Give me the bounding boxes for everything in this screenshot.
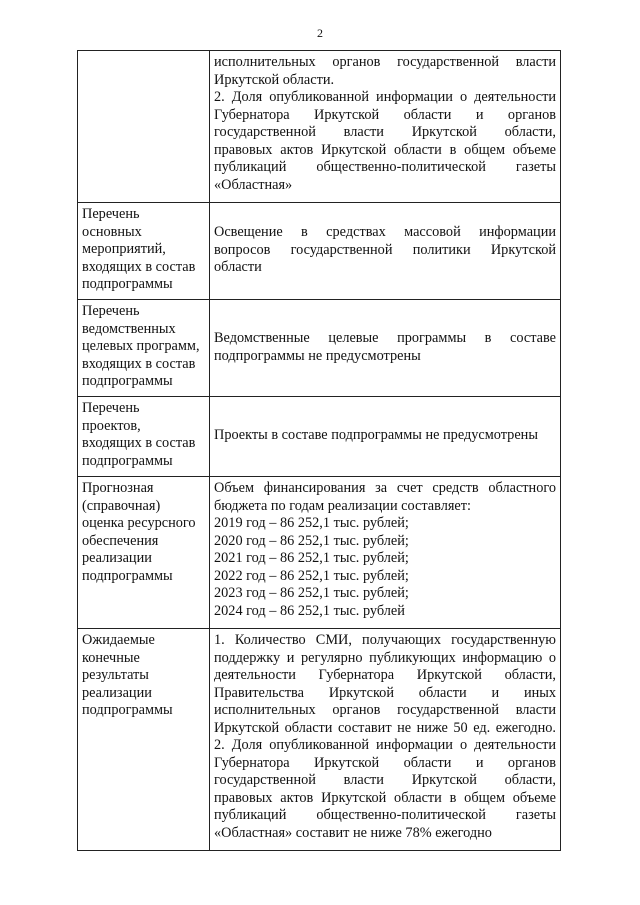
label-line: мероприятий,	[82, 241, 166, 257]
text-line: Иркутской области.	[214, 71, 335, 88]
text-line: 2022 год – 86 252,1 тыс. рублей;	[214, 567, 409, 584]
text-line: «Областная»	[214, 176, 293, 193]
label-line: результаты	[82, 667, 149, 683]
label-line: основных	[82, 223, 142, 240]
label-line: проектов,	[82, 417, 141, 434]
label-line: оценка ресурсного	[82, 515, 196, 531]
text-line: Проекты в составе подпрограммы не предусмотрены	[214, 427, 538, 444]
table-row	[78, 477, 561, 629]
text-line: 2. Доля опубликованной информации о деятельности	[214, 89, 556, 105]
table-row	[78, 300, 561, 397]
row-label	[78, 203, 210, 300]
row-label	[78, 397, 210, 477]
label-line: входящих в состав	[82, 355, 196, 372]
text-line: Объем финансирования за счет средств областного	[214, 480, 556, 496]
label-line: подпрограммы	[82, 452, 173, 469]
text-line: бюджета по годам реализации составляет:	[214, 497, 471, 514]
label-line: ведомственных	[82, 320, 176, 337]
label-line: подпрограммы	[82, 373, 173, 389]
text-line: 2019 год – 86 252,1 тыс. рублей;	[214, 515, 409, 531]
text-line: государственной власти Иркутской области,	[214, 124, 556, 140]
text-line: Освещение в средствах массовой информации	[214, 224, 556, 241]
label-line: целевых программ,	[82, 338, 200, 354]
label-line: обеспечения	[82, 532, 159, 549]
text-line: 2024 год – 86 252,1 тыс. рублей	[214, 602, 405, 619]
label-line: подпрограммы	[82, 567, 173, 584]
label-line: Перечень	[82, 400, 140, 416]
row-label	[78, 477, 210, 629]
text-line: поддержку и регулярно публикующих информацию о	[214, 649, 556, 666]
text-line: публикаций общественно-политической газеты	[214, 159, 556, 175]
text-line: вопросов государственной политики Иркутской	[214, 241, 556, 258]
text-line: исполнительных органов государственной власти	[214, 702, 556, 718]
text-line: 2021 год – 86 252,1 тыс. рублей;	[214, 550, 409, 566]
text-line: публикаций общественно-политической газеты	[214, 807, 556, 823]
label-line: подпрограммы	[82, 702, 173, 718]
label-line: входящих в состав	[82, 258, 196, 275]
row-value	[210, 300, 561, 397]
label-line: Прогнозная	[82, 480, 154, 496]
text-line: 2023 год – 86 252,1 тыс. рублей;	[214, 585, 409, 601]
text-line: Иркутской области составит не ниже 50 ед. ежегодно.	[214, 719, 556, 736]
text-line: деятельности Губернатора Иркутской области,	[214, 667, 556, 683]
text-line: Ведомственные целевые программы в составе	[214, 330, 556, 346]
text-line: государственной власти Иркутской области,	[214, 772, 556, 788]
label-line: Ожидаемые	[82, 632, 155, 648]
text-line: 1. Количество СМИ, получающих государственную	[214, 632, 556, 648]
row-value	[210, 397, 561, 477]
text-line: области	[214, 259, 262, 276]
label-line: (справочная)	[82, 497, 161, 514]
page-number: 2	[317, 26, 323, 40]
row-label	[78, 629, 210, 851]
label-line: реализации	[82, 684, 152, 701]
text-line: «Областная» составит не ниже 78% ежегодно	[214, 824, 492, 841]
text-line: подпрограммы не предусмотрены	[214, 347, 421, 364]
text-line: правовых актов Иркутской области в общем объеме	[214, 141, 556, 158]
text-line: 2020 год – 86 252,1 тыс. рублей;	[214, 532, 409, 549]
label-line: Перечень	[82, 206, 140, 222]
text-line: Правительства Иркутской области и иных	[214, 684, 556, 701]
label-line: Перечень	[82, 303, 140, 319]
label-line: подпрограммы	[82, 276, 173, 292]
row-value	[210, 203, 561, 300]
row-label	[78, 300, 210, 397]
table-row	[78, 629, 561, 851]
text-line: исполнительных органов государственной власти	[214, 54, 556, 70]
label-line: конечные	[82, 649, 140, 666]
text-line: Губернатора Иркутской области и органов	[214, 106, 556, 123]
text-line: правовых актов Иркутской области в общем объеме	[214, 789, 556, 806]
row-label	[78, 51, 210, 203]
label-line: реализации	[82, 550, 152, 566]
table-row	[78, 203, 561, 300]
subprogram-passport-table	[77, 50, 561, 851]
row-value	[210, 51, 561, 203]
row-value	[210, 629, 561, 851]
row-value	[210, 477, 561, 629]
table-row	[78, 51, 561, 203]
label-line: входящих в состав	[82, 435, 196, 451]
text-line: Губернатора Иркутской области и органов	[214, 754, 556, 771]
text-line: 2. Доля опубликованной информации о деятельности	[214, 737, 556, 753]
table-row	[78, 397, 561, 477]
